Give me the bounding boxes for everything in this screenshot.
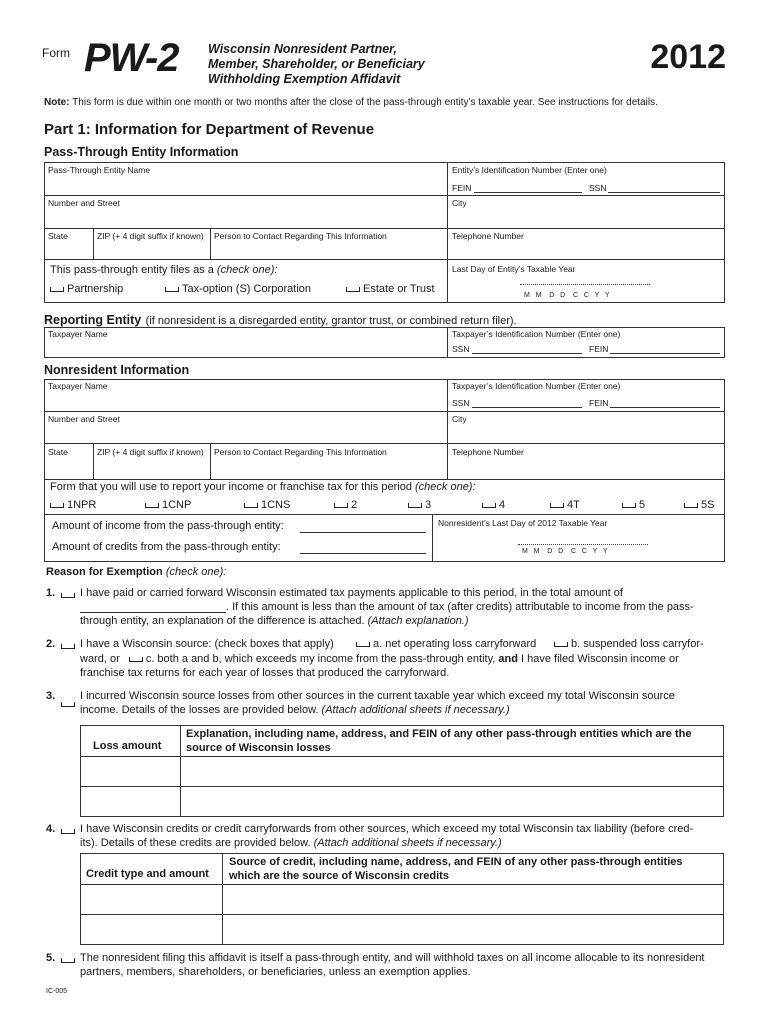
loss-row-2-amount[interactable]	[82, 788, 178, 816]
loss-row-2-explanation[interactable]	[182, 788, 722, 816]
pt-contact-field[interactable]	[212, 242, 445, 258]
checkbox-icon[interactable]	[334, 503, 348, 508]
reason-5-text-b: partners, members, shareholders, or beneficiaries, unless an exemption applies.	[80, 966, 471, 978]
pt-date-format: M M D D C C Y Y	[524, 292, 610, 299]
reason-4-text-b-main: its). Details of these credits are provided below.	[80, 837, 311, 849]
reason-2-and: and	[498, 653, 518, 665]
nr-form-opt-4[interactable]	[482, 499, 505, 511]
pt-fein-label: FEIN	[452, 183, 472, 193]
reason-2-text-c: franchise tax returns for each year of losses that produced the carryforward.	[80, 667, 450, 679]
checkbox-icon[interactable]	[550, 503, 564, 508]
reason-1-num: 1.	[46, 587, 56, 599]
nr-last-day-label: Nonresident’s Last Day of 2012 Taxable Year	[438, 518, 608, 528]
reason-2-opt-c-checkbox[interactable]	[129, 657, 143, 662]
re-fein-label: FEIN	[589, 344, 609, 354]
nr-state-field[interactable]	[46, 458, 91, 478]
pt-opt-estate-label: Estate or Trust	[363, 283, 435, 295]
reason-4-text-b-italic: (Attach additional sheets if necessary.)	[313, 837, 502, 849]
pt-phone-field[interactable]	[450, 242, 722, 258]
note-label: Note:	[44, 97, 70, 108]
reason-3-text-a: I incurred Wisconsin source losses from other sources in the current taxable year which exceed my total Wisconsin source	[80, 690, 675, 702]
credit-row-1-type[interactable]	[82, 886, 220, 913]
checkbox-icon[interactable]	[622, 503, 636, 508]
pt-city-field[interactable]	[450, 209, 722, 227]
nr-credits-label: Amount of credits from the pass-through entity:	[52, 541, 281, 553]
pt-street-label: Number and Street	[48, 198, 120, 208]
pt-city-label: City	[452, 198, 467, 208]
pt-fein-field[interactable]	[474, 192, 582, 193]
nr-fein-label: FEIN	[589, 398, 609, 408]
part1-title: Part 1: Information for Department of Revenue	[44, 121, 375, 138]
nr-form-opt-label: 4T	[567, 499, 580, 511]
reason-2-text-a: I have a Wisconsin source: (check boxes that apply)	[80, 638, 334, 650]
pt-id-label: Entity’s Identification Number (Enter one)	[452, 165, 607, 175]
pt-opt-estate[interactable]	[346, 283, 435, 295]
checkbox-icon[interactable]	[244, 503, 258, 508]
reason-3-num: 3.	[46, 690, 56, 702]
pt-opt-partnership[interactable]	[50, 283, 123, 295]
re-name-field[interactable]	[46, 340, 444, 356]
pt-contact-label: Person to Contact Regarding This Information	[214, 231, 387, 241]
pt-zip-label: ZIP (+ 4 digit suffix if known)	[97, 231, 204, 241]
nr-id-label: Taxpayer’s Identification Number (Enter one)	[452, 381, 621, 391]
nr-contact-field[interactable]	[212, 458, 445, 478]
nr-income-field[interactable]	[300, 532, 426, 533]
nr-form-used	[50, 481, 476, 493]
reason-4-num: 4.	[46, 823, 56, 835]
reason-4-checkbox[interactable]	[61, 829, 75, 834]
nr-form-opt-label: 2	[351, 499, 358, 511]
reason-1-amount-field[interactable]	[80, 612, 226, 613]
checkbox-icon[interactable]	[408, 503, 422, 508]
reporting-heading-note: (if nonresident is a disregarded entity, grantor trust, or combined return filer).	[145, 315, 517, 327]
nr-form-opt-label: 1NPR	[67, 499, 97, 511]
nr-form-opt-label: 5	[639, 499, 646, 511]
nr-form-opt-5s[interactable]	[684, 499, 714, 511]
form-year: 2012	[650, 38, 726, 76]
nr-form-opt-5[interactable]	[622, 499, 645, 511]
nr-income-label: Amount of income from the pass-through entity:	[52, 520, 284, 532]
reason-2-filed: I have filed Wisconsin income or	[521, 653, 679, 665]
reason-2-ward: ward, or	[80, 653, 120, 665]
form-code: IC-005	[46, 988, 68, 995]
reason-check-one: (check one):	[165, 566, 227, 578]
form-title	[208, 42, 425, 87]
pt-ssn-label: SSN	[589, 183, 607, 193]
loss-row-1-explanation[interactable]	[182, 758, 722, 785]
nr-form-opt-1cns[interactable]	[244, 499, 290, 511]
pt-state-field[interactable]	[46, 242, 91, 258]
pt-last-day-label: Last Day of Entity’s Taxable Year	[452, 264, 576, 274]
nr-street-label: Number and Street	[48, 414, 120, 424]
pt-opt-tax-option[interactable]	[165, 283, 311, 295]
reason-1-text-a: I have paid or carried forward Wisconsin estimated tax payments applicable to this period, in the total amount of	[80, 587, 623, 599]
nr-form-opt-2[interactable]	[334, 499, 357, 511]
nr-street-field[interactable]	[46, 425, 444, 442]
nr-zip-field[interactable]	[95, 458, 208, 478]
checkbox-icon[interactable]	[165, 287, 179, 292]
nr-ssn-field[interactable]	[472, 407, 582, 408]
nr-form-opt-label: 4	[499, 499, 506, 511]
pt-opt-tax-option-label: Tax-option (S) Corporation	[182, 283, 312, 295]
title-line-2: Member, Shareholder, or Beneficiary	[208, 57, 425, 71]
checkbox-icon[interactable]	[554, 642, 568, 647]
nr-credits-field[interactable]	[300, 553, 426, 554]
nr-fein-field[interactable]	[610, 407, 720, 408]
checkbox-icon[interactable]	[145, 503, 159, 508]
nr-check-one: (check one):	[415, 481, 476, 493]
nr-form-opt-1npr[interactable]	[50, 499, 96, 511]
reason-1-text-b: . If this amount is less than the amount of tax (after credits) attributable to income from the pass-	[226, 601, 694, 613]
pt-name-label: Pass-Through Entity Name	[48, 165, 151, 175]
reason-2-checkbox[interactable]	[61, 644, 75, 649]
nr-form-label: Form that you will use to report your income or franchise tax for this period	[50, 481, 412, 493]
reason-4-text-b	[80, 837, 502, 849]
credit-col-source-l2: which are the source of Wisconsin credits	[229, 870, 449, 882]
pt-state-label: State	[48, 231, 68, 241]
form-word: Form	[42, 46, 70, 60]
credit-row-2-type[interactable]	[82, 916, 220, 944]
reason-2-opt-b-label: b. suspended loss carryfor-	[571, 638, 704, 650]
nr-phone-field[interactable]	[450, 458, 722, 478]
checkbox-icon[interactable]	[346, 287, 360, 292]
nr-name-field[interactable]	[46, 392, 444, 410]
loss-col-explanation-l1: Explanation, including name, address, and FEIN of any other pass-through entities which are the	[186, 728, 692, 740]
pt-street-field[interactable]	[46, 209, 444, 227]
nr-form-opt-label: 5S	[701, 499, 715, 511]
reason-1-text-c	[80, 615, 469, 627]
re-ssn-label: SSN	[452, 344, 470, 354]
nonresident-heading: Nonresident Information	[44, 363, 190, 377]
checkbox-icon[interactable]	[684, 503, 698, 508]
checkbox-icon[interactable]	[50, 503, 64, 508]
nr-zip-label: ZIP (+ 4 digit suffix if known)	[97, 447, 204, 457]
form-id: PW-2	[84, 36, 179, 80]
reason-4-text-a: I have Wisconsin credits or credit carryforwards from other sources, which exceed my total Wisconsin tax liability (before cred-	[80, 823, 694, 835]
loss-col-explanation	[186, 727, 691, 755]
pt-zip-field[interactable]	[95, 242, 208, 258]
reason-1-text-c-italic: (Attach explanation.)	[367, 615, 469, 627]
nr-name-label: Taxpayer Name	[48, 381, 108, 391]
reason-heading	[46, 566, 226, 578]
reason-5-text-a: The nonresident filing this affidavit is itself a pass-through entity, and will withhold taxes on all income allocable to its nonresident	[80, 952, 705, 964]
checkbox-icon[interactable]	[50, 287, 64, 292]
nr-date-format: M M D D C C Y Y	[522, 548, 608, 555]
pt-phone-label: Telephone Number	[452, 231, 524, 241]
loss-col-amount: Loss amount	[93, 740, 162, 752]
nr-state-label: State	[48, 447, 68, 457]
loss-row-1-amount[interactable]	[82, 758, 178, 785]
nr-city-field[interactable]	[450, 425, 722, 442]
reason-2-num: 2.	[46, 638, 56, 650]
reason-1-text-c-main: through entity, an explanation of the difference is attached.	[80, 615, 365, 627]
reason-2-line-2	[80, 653, 679, 665]
checkbox-icon[interactable]	[482, 503, 496, 508]
pt-ssn-field[interactable]	[608, 192, 720, 193]
reason-3-text-b	[80, 704, 510, 716]
nr-form-opt-1cnp[interactable]	[145, 499, 191, 511]
loss-col-explanation-l2: source of Wisconsin losses	[186, 742, 331, 754]
re-id-label: Taxpayer’s Identification Number (Enter one)	[452, 329, 621, 339]
reason-3-text-b-italic: (Attach additional sheets if necessary.)	[321, 704, 510, 716]
reason-2-opt-b[interactable]	[554, 638, 704, 650]
note	[44, 97, 658, 108]
nr-form-opt-label: 1CNP	[162, 499, 192, 511]
reason-2-opt-a-label: a. net operating loss carryforward	[373, 638, 537, 650]
credit-col-type: Credit type and amount	[86, 868, 209, 880]
reason-1-checkbox[interactable]	[61, 593, 75, 598]
checkbox-icon[interactable]	[356, 642, 370, 647]
title-line-1: Wisconsin Nonresident Partner,	[208, 42, 397, 56]
nr-form-opt-label: 1CNS	[261, 499, 291, 511]
credit-row-2-source[interactable]	[224, 916, 722, 944]
credit-col-source-l1: Source of credit, including name, address, and FEIN of any other pass-through entities	[229, 856, 683, 868]
reason-3-text-b-main: income. Details of the losses are provided below.	[80, 704, 319, 716]
pt-check-one: (check one):	[216, 264, 278, 276]
pass-through-heading: Pass-Through Entity Information	[44, 145, 239, 159]
reason-5-checkbox[interactable]	[61, 958, 75, 963]
pt-opt-partnership-label: Partnership	[67, 283, 124, 295]
nr-form-opt-4t[interactable]	[550, 499, 580, 511]
title-line-3: Withholding Exemption Affidavit	[208, 72, 401, 86]
nr-form-opt-label: 3	[425, 499, 432, 511]
re-ssn-field[interactable]	[472, 353, 582, 354]
nr-contact-label: Person to Contact Regarding This Information	[214, 447, 387, 457]
pt-files-as	[50, 264, 277, 276]
re-name-label: Taxpayer Name	[48, 329, 108, 339]
reason-2-opt-a[interactable]	[356, 638, 536, 650]
re-fein-field[interactable]	[610, 353, 720, 354]
reason-2-opt-c-label: c. both a and b, which exceeds my income from the pass-through entity,	[145, 653, 496, 665]
note-text: This form is due within one month or two months after the close of the pass-through entity’s taxable year. See instructions for details.	[72, 97, 658, 108]
pt-name-field[interactable]	[46, 176, 444, 194]
credit-row-1-source[interactable]	[224, 886, 722, 913]
nr-ssn-label: SSN	[452, 398, 470, 408]
reason-3-checkbox[interactable]	[61, 702, 75, 707]
reporting-heading-title: Reporting Entity	[44, 313, 142, 327]
reason-5-num: 5.	[46, 952, 56, 964]
nr-form-opt-3[interactable]	[408, 499, 431, 511]
nr-city-label: City	[452, 414, 467, 424]
nr-phone-label: Telephone Number	[452, 447, 524, 457]
credit-col-source	[229, 855, 683, 883]
reason-heading-title: Reason for Exemption	[46, 566, 163, 578]
pt-files-as-label: This pass-through entity files as a	[50, 264, 214, 276]
